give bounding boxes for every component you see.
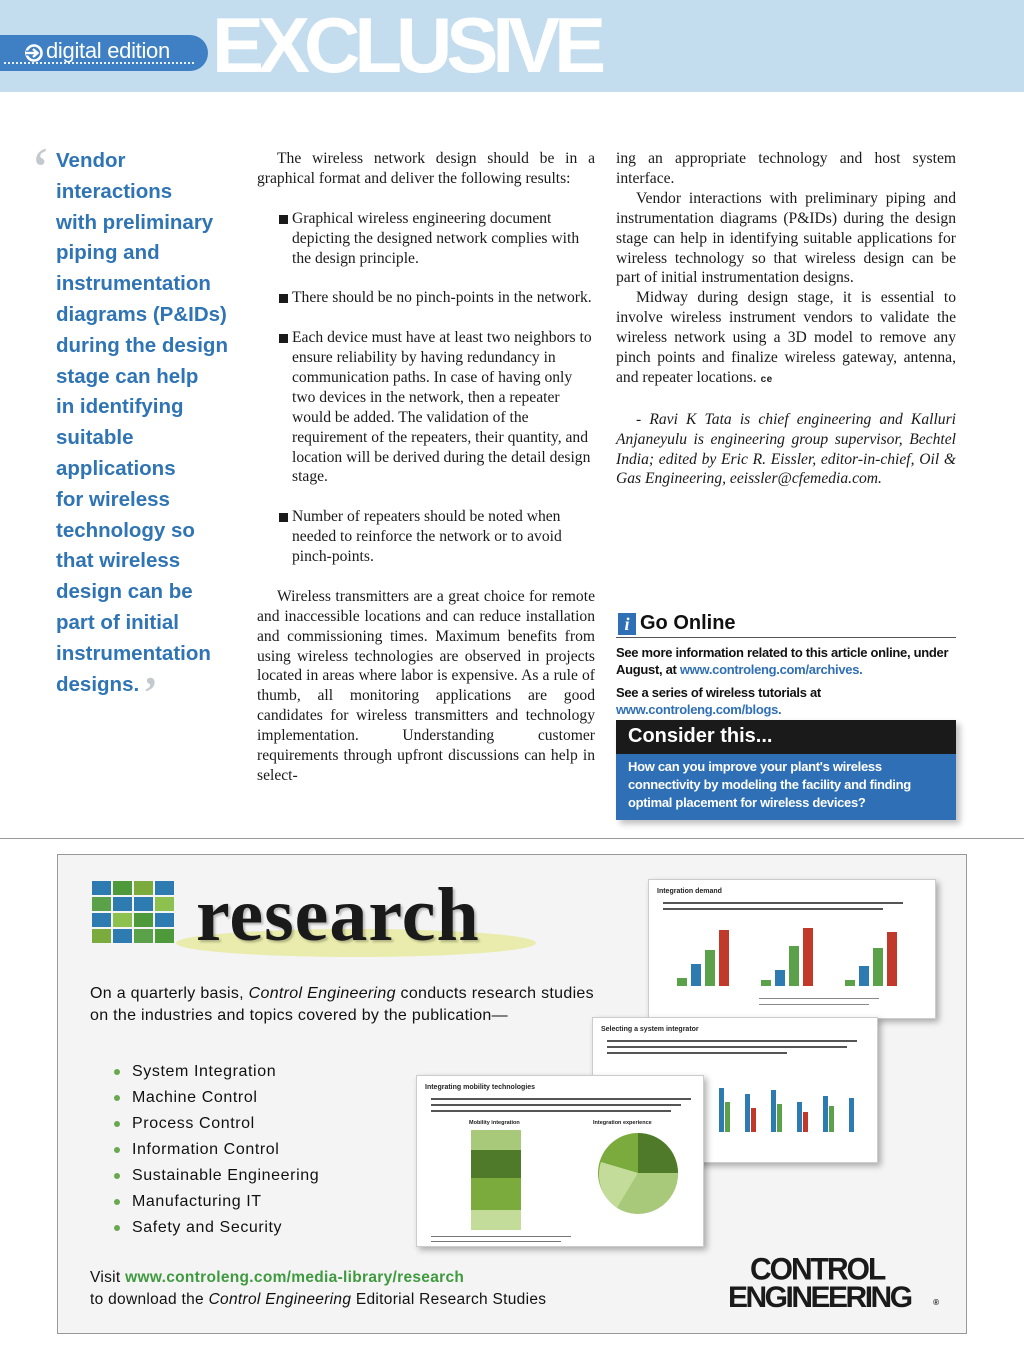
square-bullet-icon <box>279 215 288 224</box>
digital-edition-tab[interactable] <box>0 35 208 71</box>
ad-intro-text <box>90 983 610 1026</box>
ad-intro-pre: On a quarterly basis, <box>90 985 249 1002</box>
bullet-item <box>257 288 595 308</box>
research-topics-list <box>114 1059 319 1241</box>
research-advertisement <box>57 854 967 1334</box>
pull-quote-line: piping and <box>56 241 160 265</box>
list-item <box>114 1111 319 1137</box>
publication-name: Control Engineering <box>248 985 396 1002</box>
list-item <box>114 1059 319 1085</box>
consider-this-box <box>616 720 956 820</box>
research-link[interactable]: www.controleng.com/media-library/research <box>125 1269 465 1286</box>
pull-quote-line: technology so <box>56 518 195 542</box>
chart-thumbnail-integration-demand <box>648 879 936 1019</box>
thumbnail-pie-icon <box>597 1132 679 1214</box>
pull-quote-line: Vendor <box>56 149 126 172</box>
topic-label: Sustainable Engineering <box>132 1167 320 1184</box>
ad-call-to-action <box>90 1267 546 1311</box>
bullet-item <box>257 328 595 487</box>
digital-edition-label: digital edition <box>46 38 170 63</box>
author-byline: - Ravi K Tata is chief engineering and Kalluri Anjaneyulu is engineering group supervisor, Bechtel India; edited by Eric R. Eissler, editor-in-chief, Oil & Gas Engineering, eeissler@cfemedia.com. <box>616 410 956 488</box>
thumbnail-stacked-bar <box>471 1130 521 1230</box>
topic-label: Information Control <box>132 1141 280 1158</box>
article-paragraph: Vendor interactions with preliminary piping and instrumentation diagrams (P&IDs) during the design stage can help in identifying suitable applications for wireless technology so that wireless design can be part of initial instrumentation designs. <box>616 189 956 287</box>
archives-link[interactable]: www.controleng.com/archives. <box>679 662 863 677</box>
go-online-text <box>616 684 956 718</box>
research-grid-logo-icon <box>92 881 174 943</box>
thumbnail-bars <box>669 926 919 986</box>
square-bullet-icon <box>279 334 288 343</box>
info-icon: i <box>618 613 636 635</box>
bullet-dot-icon <box>114 1121 120 1127</box>
bullet-dot-icon <box>114 1069 120 1075</box>
thumbnail-title: Integration demand <box>657 888 722 895</box>
visit-label: Visit <box>90 1269 126 1286</box>
exclusive-wordmark: EXCLUSIVE <box>212 1 601 89</box>
open-quote-mark: ‘ <box>30 134 52 205</box>
logo-line-2: ENGINEERING <box>728 1281 911 1314</box>
pull-quote-line: suitable <box>56 426 134 450</box>
pull-quote-line: that wireless <box>56 549 181 573</box>
article-paragraph: ing an appropriate technology and host system interface. <box>616 150 956 187</box>
tab-dotted-rule <box>4 62 194 64</box>
pull-quote-text <box>56 146 246 717</box>
pull-quote-line: designs.’ <box>56 667 158 717</box>
blogs-link[interactable]: www.controleng.com/blogs. <box>616 702 782 717</box>
article-intro: The wireless network design should be in a graphical format and deliver the following results: <box>257 150 595 187</box>
pull-quote-line: during the design <box>56 333 228 357</box>
pull-quote-line: design can be <box>56 580 193 604</box>
pull-quote-line: part of initial <box>56 610 179 634</box>
thumbnail-subtitle: Integration experience <box>593 1120 652 1126</box>
list-item <box>114 1163 319 1189</box>
pull-quote-line: in identifying <box>56 395 184 419</box>
bullet-text: Number of repeaters should be noted when needed to reinforce the network or to avoid pinch-points. <box>292 508 562 566</box>
article-paragraph <box>616 288 956 390</box>
list-item <box>114 1215 319 1241</box>
download-label-end: Editorial Research Studies <box>351 1291 547 1308</box>
thumbnail-title: Integrating mobility technologies <box>425 1084 536 1091</box>
header-banner <box>0 0 1024 92</box>
bullet-dot-icon <box>114 1095 120 1101</box>
research-wordmark: research <box>196 873 480 957</box>
section-divider <box>0 838 1024 839</box>
square-bullet-icon <box>279 294 288 303</box>
consider-this-title: Consider this... <box>616 720 956 754</box>
topic-label: Safety and Security <box>132 1219 283 1236</box>
bullet-item <box>257 209 595 269</box>
pull-quote-line: for wireless <box>56 487 170 511</box>
article-paragraph: Wireless transmitters are a great choice for remote and inaccessible locations and can reduce installation and commissioning times. Maximum benefits from using wireless technologies are observed in projects located in areas where labor is expensive. As a rule of thumb, all monitoring applications are good candidates for wireless transmitters and technology implementation. Understanding customer requirements through upfront discussions can help in select- <box>257 587 595 785</box>
bullet-dot-icon <box>114 1225 120 1231</box>
arrow-circle-icon <box>24 43 44 63</box>
list-item <box>114 1189 319 1215</box>
square-bullet-icon <box>279 513 288 522</box>
end-mark: ce <box>760 373 773 385</box>
bullet-text: There should be no pinch-points in the network. <box>292 289 592 307</box>
thumbnail-subtitle: Mobility integration <box>469 1120 520 1126</box>
list-item <box>114 1085 319 1111</box>
control-engineering-logo <box>726 1252 941 1315</box>
go-online-text-1: See more information related to this article online, under August, at <box>616 645 949 677</box>
go-online-box <box>616 612 956 718</box>
bullet-dot-icon <box>114 1199 120 1205</box>
thumbnail-title: Selecting a system integrator <box>601 1026 699 1033</box>
article-column-right <box>616 149 956 489</box>
pull-quote-last-words: designs. <box>56 672 140 696</box>
topic-label: Process Control <box>132 1115 255 1132</box>
bullet-text: Each device must have at least two neighbors to ensure reliability by having redundancy in communication paths. In case of having only two devices in the network, then a repeater would be added. The validation of the requirement of the repeaters, their quantity, and location will be derived during the detail design stage. <box>292 329 592 486</box>
pull-quote-line: stage can help <box>56 364 199 388</box>
go-online-header <box>616 612 956 638</box>
registered-mark: ® <box>933 1298 939 1307</box>
pull-quote-line: instrumentation <box>56 641 211 665</box>
bullet-item <box>257 507 595 567</box>
pull-quote-line: interactions <box>56 179 173 203</box>
article-column-middle <box>257 149 595 786</box>
consider-this-question: How can you improve your plant's wireless connectivity by modeling the facility and finding optimal placement for wireless devices? <box>616 754 956 820</box>
article-paragraph-text: Midway during design stage, it is essential to involve wireless instrument vendors to validate the wireless network using a 3D model to remove any pinch points and finalize wireless gateway, antenna, and repeater locations. <box>616 289 956 386</box>
list-item <box>114 1137 319 1163</box>
logo-line-1: CONTROL <box>750 1252 885 1287</box>
thumbnail-bars <box>693 1082 863 1132</box>
pull-quote-line: diagrams (P&IDs) <box>56 302 227 326</box>
topic-label: System Integration <box>132 1063 277 1080</box>
topic-label: Manufacturing IT <box>132 1193 262 1210</box>
pull-quote-line: applications <box>56 456 176 480</box>
chart-thumbnail-mobility <box>416 1075 704 1247</box>
pull-quote-line: with preliminary <box>56 210 214 234</box>
pull-quote-line: instrumentation <box>56 272 211 296</box>
bullet-dot-icon <box>114 1173 120 1179</box>
publication-name: Control Engineering <box>208 1291 352 1308</box>
ad-intro-post: conducts research studies on the industries and topics covered by the publication— <box>90 985 594 1024</box>
bullet-dot-icon <box>114 1147 120 1153</box>
go-online-text-2: See a series of wireless tutorials at <box>616 685 821 700</box>
bullet-text: Graphical wireless engineering document depicting the designed network complies with the design principle. <box>292 209 580 267</box>
go-online-title: Go Online <box>640 612 736 634</box>
topic-label: Machine Control <box>132 1089 258 1106</box>
go-online-text <box>616 644 956 678</box>
download-label: to download the <box>90 1291 209 1308</box>
